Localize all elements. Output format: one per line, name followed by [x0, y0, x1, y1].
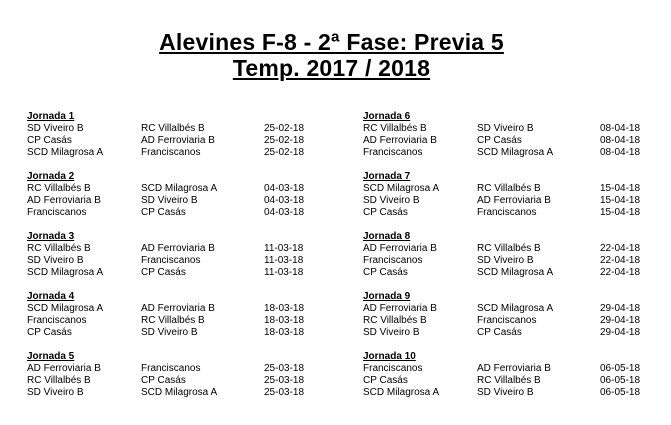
match-date: 15-04-18 [600, 207, 641, 218]
away-team: RC Villalbés B [477, 183, 541, 194]
season-subtitle: Temp. 2017 / 2018 [232, 55, 431, 81]
round-title: Jornada 5 [27, 351, 75, 362]
home-team: AD Ferroviaria B [363, 135, 437, 146]
match-row [27, 315, 327, 327]
match-row [363, 255, 663, 267]
match-row [363, 327, 663, 339]
away-team: CP Casás [141, 207, 186, 218]
round-title: Jornada 3 [27, 231, 75, 242]
home-team: SCD Milagrosa A [27, 303, 104, 314]
round-block [363, 231, 663, 279]
home-team: Franciscanos [27, 315, 87, 326]
match-row [363, 123, 663, 135]
away-team: CP Casás [477, 327, 522, 338]
round-block [363, 351, 663, 399]
home-team: SD Viveiro B [27, 387, 84, 398]
match-date: 15-04-18 [600, 183, 641, 194]
match-date: 22-04-18 [600, 267, 641, 278]
home-team: SD Viveiro B [363, 195, 420, 206]
home-team: SCD Milagrosa A [363, 183, 440, 194]
match-row [363, 387, 663, 399]
match-row [27, 123, 327, 135]
away-team: AD Ferroviaria B [141, 303, 215, 314]
match-row [27, 147, 327, 159]
round-title: Jornada 6 [363, 111, 411, 122]
home-team: RC Villalbés B [363, 315, 427, 326]
away-team: SD Viveiro B [141, 327, 198, 338]
away-team: AD Ferroviaria B [141, 135, 215, 146]
away-team: SD Viveiro B [141, 195, 198, 206]
away-team: RC Villalbés B [477, 243, 541, 254]
round-title: Jornada 10 [363, 351, 416, 362]
match-date: 29-04-18 [600, 303, 641, 314]
match-row [363, 243, 663, 255]
match-date: 22-04-18 [600, 255, 641, 266]
round-block [27, 351, 327, 399]
round-block [363, 111, 663, 159]
round-title: Jornada 7 [363, 171, 411, 182]
match-row [27, 207, 327, 219]
match-date: 29-04-18 [600, 315, 641, 326]
home-team: SCD Milagrosa A [27, 267, 104, 278]
match-date: 15-04-18 [600, 195, 641, 206]
home-team: SD Viveiro B [363, 327, 420, 338]
home-team: AD Ferroviaria B [27, 195, 101, 206]
round-block [27, 231, 327, 279]
home-team: CP Casás [363, 207, 408, 218]
match-date: 18-03-18 [264, 315, 305, 326]
home-team: RC Villalbés B [27, 183, 91, 194]
away-team: SCD Milagrosa A [477, 267, 554, 278]
home-team: AD Ferroviaria B [363, 303, 437, 314]
away-team: AD Ferroviaria B [141, 243, 215, 254]
away-team: RC Villalbés B [141, 123, 205, 134]
away-team: CP Casás [477, 135, 522, 146]
home-team: SD Viveiro B [27, 123, 84, 134]
match-date: 08-04-18 [600, 147, 641, 158]
away-team: RC Villalbés B [477, 375, 541, 386]
match-date: 08-04-18 [600, 135, 641, 146]
home-team: RC Villalbés B [27, 375, 91, 386]
match-row [27, 303, 327, 315]
match-row [27, 243, 327, 255]
home-team: AD Ferroviaria B [27, 363, 101, 374]
match-row [27, 255, 327, 267]
match-date: 25-02-18 [264, 123, 305, 134]
home-team: CP Casás [363, 375, 408, 386]
home-team: SCD Milagrosa A [363, 387, 440, 398]
home-team: Franciscanos [363, 255, 423, 266]
match-date: 25-03-18 [264, 375, 305, 386]
match-date: 06-05-18 [600, 363, 641, 374]
match-date: 11-03-18 [264, 267, 304, 278]
match-row [363, 303, 663, 315]
page-title: Alevines F-8 - 2ª Fase: Previa 5 [159, 29, 504, 55]
home-team: AD Ferroviaria B [363, 243, 437, 254]
match-row [27, 183, 327, 195]
match-row [363, 147, 663, 159]
round-block [27, 291, 327, 339]
away-team: CP Casás [141, 267, 186, 278]
match-row [27, 387, 327, 399]
away-team: Franciscanos [477, 315, 537, 326]
away-team: Franciscanos [141, 147, 201, 158]
away-team: Franciscanos [141, 255, 201, 266]
match-date: 04-03-18 [264, 207, 305, 218]
away-team: SD Viveiro B [477, 255, 534, 266]
round-title: Jornada 1 [27, 111, 75, 122]
match-date: 06-05-18 [600, 387, 641, 398]
match-row [27, 363, 327, 375]
away-team: Franciscanos [141, 363, 201, 374]
round-title: Jornada 2 [27, 171, 75, 182]
round-block [27, 111, 327, 159]
home-team: Franciscanos [27, 207, 87, 218]
match-date: 06-05-18 [600, 375, 641, 386]
home-team: SD Viveiro B [27, 255, 84, 266]
match-date: 25-02-18 [264, 147, 305, 158]
match-date: 29-04-18 [600, 327, 641, 338]
match-date: 11-03-18 [264, 243, 304, 254]
home-team: CP Casás [27, 327, 72, 338]
match-date: 04-03-18 [264, 183, 305, 194]
home-team: Franciscanos [363, 363, 423, 374]
match-row [363, 363, 663, 375]
round-title: Jornada 9 [363, 291, 411, 302]
match-row [363, 315, 663, 327]
match-row [363, 207, 663, 219]
home-team: RC Villalbés B [27, 243, 91, 254]
match-date: 25-03-18 [264, 387, 305, 398]
match-date: 11-03-18 [264, 255, 304, 266]
away-team: AD Ferroviaria B [477, 195, 551, 206]
match-date: 18-03-18 [264, 327, 305, 338]
away-team: SD Viveiro B [477, 387, 534, 398]
round-title: Jornada 4 [27, 291, 75, 302]
match-row [363, 267, 663, 279]
match-row [27, 135, 327, 147]
away-team: CP Casás [141, 375, 186, 386]
home-team: Franciscanos [363, 147, 423, 158]
round-block [363, 291, 663, 339]
match-row [363, 375, 663, 387]
away-team: SCD Milagrosa A [141, 183, 218, 194]
match-date: 25-03-18 [264, 363, 305, 374]
round-title: Jornada 8 [363, 231, 411, 242]
home-team: CP Casás [27, 135, 72, 146]
away-team: SD Viveiro B [477, 123, 534, 134]
away-team: RC Villalbés B [141, 315, 205, 326]
away-team: SCD Milagrosa A [477, 147, 554, 158]
home-team: SCD Milagrosa A [27, 147, 104, 158]
match-row [27, 267, 327, 279]
match-row [363, 195, 663, 207]
match-row [363, 183, 663, 195]
match-row [27, 327, 327, 339]
match-row [363, 135, 663, 147]
match-date: 08-04-18 [600, 123, 641, 134]
away-team: SCD Milagrosa A [141, 387, 218, 398]
home-team: CP Casás [363, 267, 408, 278]
match-date: 25-02-18 [264, 135, 305, 146]
match-date: 22-04-18 [600, 243, 641, 254]
away-team: SCD Milagrosa A [477, 303, 554, 314]
round-block [363, 171, 663, 219]
match-date: 18-03-18 [264, 303, 305, 314]
home-team: RC Villalbés B [363, 123, 427, 134]
away-team: AD Ferroviaria B [477, 363, 551, 374]
round-block [27, 171, 327, 219]
match-date: 04-03-18 [264, 195, 305, 206]
match-row [27, 195, 327, 207]
match-row [27, 375, 327, 387]
away-team: Franciscanos [477, 207, 537, 218]
